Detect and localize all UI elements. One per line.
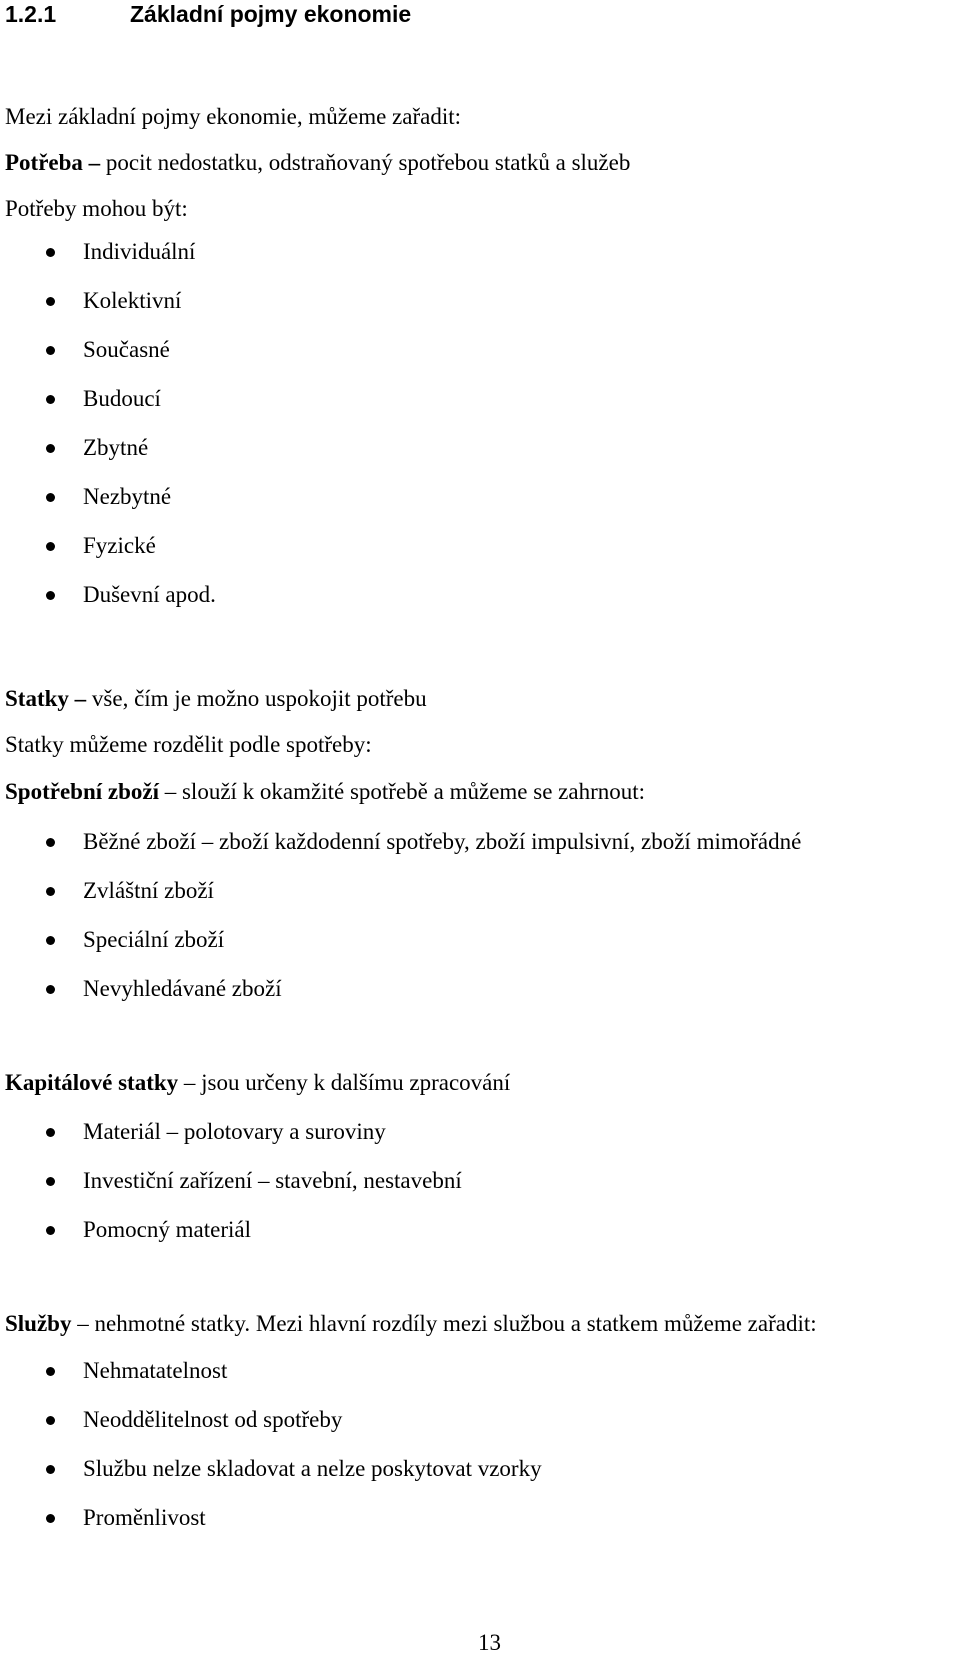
bullet-icon — [46, 1416, 55, 1425]
bullet-icon — [46, 1128, 55, 1137]
bullet-icon — [46, 591, 55, 600]
bullet-icon — [46, 248, 55, 257]
bullet-icon — [46, 1226, 55, 1235]
intro-paragraph: Mezi základní pojmy ekonomie, můžeme zařadit: — [5, 104, 462, 129]
bullet-icon — [46, 1465, 55, 1474]
section-title: Základní pojmy ekonomie — [130, 1, 412, 27]
section-heading — [5, 3, 411, 26]
potreba-definition — [5, 151, 630, 174]
sluzby-text: – nehmotné statky. Mezi hlavní rozdíly mezi službou a statkem můžeme zařadit: — [71, 1311, 817, 1336]
spotrebni-text: – slouží k okamžité spotřebě a můžeme se zahrnout: — [158, 779, 646, 804]
kapitalove-term: Kapitálové statky — [5, 1070, 179, 1095]
bullet-icon — [46, 936, 55, 945]
sluzby-definition — [5, 1312, 817, 1335]
bullet-icon — [46, 887, 55, 896]
potreba-term: Potřeba – — [5, 150, 101, 175]
bullet-icon — [46, 1177, 55, 1186]
statky-intro: Statky můžeme rozdělit podle spotřeby: — [5, 732, 372, 757]
spotrebni-definition — [5, 780, 645, 803]
bullet-icon — [46, 1367, 55, 1376]
statky-term: Statky – — [5, 686, 87, 711]
bullet-icon — [46, 493, 55, 502]
bullet-icon — [46, 395, 55, 404]
bullet-icon — [46, 444, 55, 453]
bullet-icon — [46, 985, 55, 994]
bullet-icon — [46, 346, 55, 355]
kapitalove-definition — [5, 1071, 510, 1094]
kapitalove-text: – jsou určeny k dalšímu zpracování — [178, 1070, 511, 1095]
bullet-icon — [46, 1514, 55, 1523]
statky-definition — [5, 687, 427, 710]
spotrebni-term: Spotřební zboží — [5, 779, 159, 804]
bullet-icon — [46, 542, 55, 551]
page-number: 13 — [478, 1630, 501, 1655]
potreby-intro: Potřeby mohou být: — [5, 196, 188, 221]
section-number: 1.2.1 — [5, 1, 57, 27]
potreba-text: pocit nedostatku, odstraňovaný spotřebou statků a služeb — [100, 150, 631, 175]
sluzby-term: Služby — [5, 1311, 72, 1336]
statky-text: vše, čím je možno uspokojit potřebu — [86, 686, 427, 711]
bullet-icon — [46, 297, 55, 306]
bullet-icon — [46, 838, 55, 847]
